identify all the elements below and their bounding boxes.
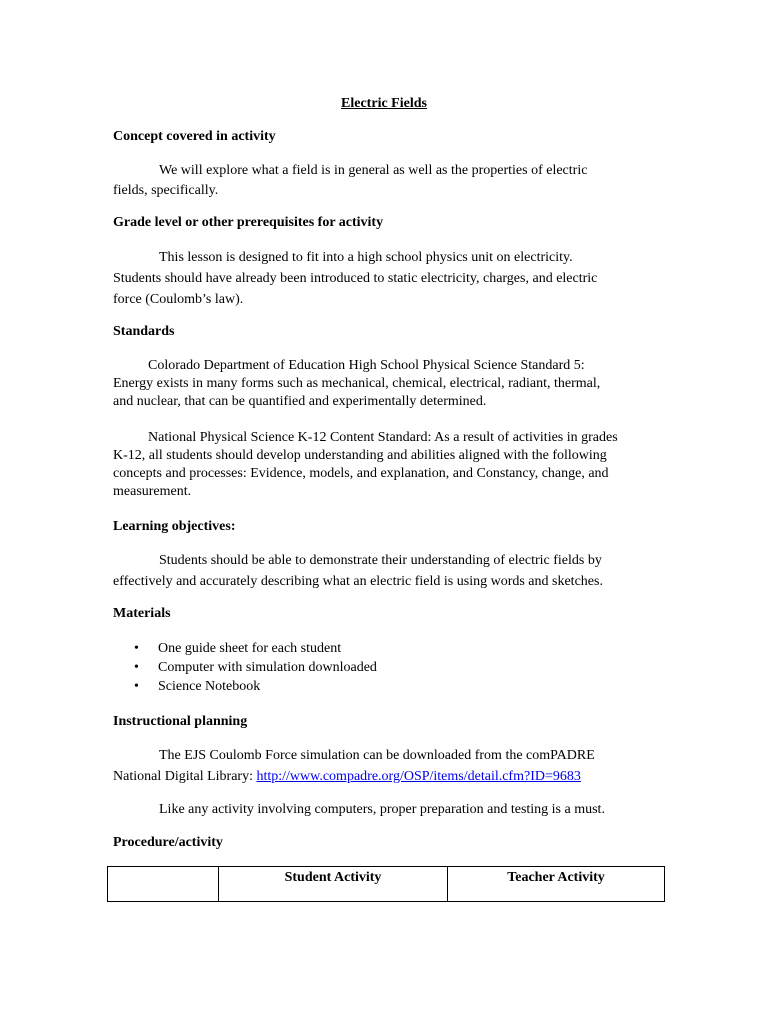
objectives-line-1: Students should be able to demonstrate their understanding of electric fields by	[159, 553, 602, 568]
concept-line-1: We will explore what a field is in general as well as the properties of electric	[159, 163, 588, 178]
compadre-link[interactable]: http://www.compadre.org/OSP/items/detail.cfm?ID=9683	[256, 769, 581, 784]
grade-line-3: force (Coulomb’s law).	[113, 292, 244, 307]
concept-heading: Concept covered in activity	[113, 129, 276, 144]
materials-item-2: Computer with simulation downloaded	[158, 660, 377, 675]
standards-p2-line-4: measurement.	[113, 484, 192, 499]
standards-p2-line-2: K-12, all students should develop understanding and abilities aligned with the following	[113, 448, 607, 463]
table-header-teacher-activity: Teacher Activity	[448, 867, 665, 902]
materials-item-1: One guide sheet for each student	[158, 641, 342, 656]
objectives-heading: Learning objectives:	[113, 519, 236, 534]
standards-p1-line-2: Energy exists in many forms such as mechanical, chemical, electrical, radiant, thermal,	[113, 376, 601, 391]
planning-line-1: The EJS Coulomb Force simulation can be downloaded from the comPADRE	[159, 748, 595, 763]
concept-line-2: fields, specifically.	[113, 183, 219, 198]
bullet-icon: •	[134, 660, 139, 675]
objectives-line-2: effectively and accurately describing what an electric field is using words and sketches.	[113, 574, 603, 589]
table-header-student-activity: Student Activity	[219, 867, 448, 902]
table-header-empty	[108, 867, 219, 902]
materials-item-3: Science Notebook	[158, 679, 261, 694]
standards-p1-line-3: and nuclear, that can be quantified and experimentally determined.	[113, 394, 487, 409]
grade-heading: Grade level or other prerequisites for activity	[113, 215, 384, 230]
procedure-table	[107, 866, 665, 902]
standards-p2-line-3: concepts and processes: Evidence, models, and explanation, and Constancy, change, and	[113, 466, 609, 481]
table-row	[108, 867, 665, 902]
planning-line-3: Like any activity involving computers, proper preparation and testing is a must.	[159, 802, 605, 817]
materials-heading: Materials	[113, 606, 171, 621]
planning-line-2: National Digital Library: http://www.compadre.org/OSP/items/detail.cfm?ID=9683	[113, 769, 581, 784]
standards-heading: Standards	[113, 324, 175, 339]
planning-heading: Instructional planning	[113, 714, 248, 729]
standards-p1-line-1: Colorado Department of Education High School Physical Science Standard 5:	[148, 358, 585, 373]
grade-line-1: This lesson is designed to fit into a high school physics unit on electricity.	[159, 250, 573, 265]
procedure-heading: Procedure/activity	[113, 835, 223, 850]
bullet-icon: •	[134, 641, 139, 656]
bullet-icon: •	[134, 679, 139, 694]
document-title: Electric Fields	[341, 96, 427, 111]
standards-p2-line-1: National Physical Science K-12 Content Standard: As a result of activities in grades	[148, 430, 618, 445]
grade-line-2: Students should have already been introduced to static electricity, charges, and electric	[113, 271, 598, 286]
